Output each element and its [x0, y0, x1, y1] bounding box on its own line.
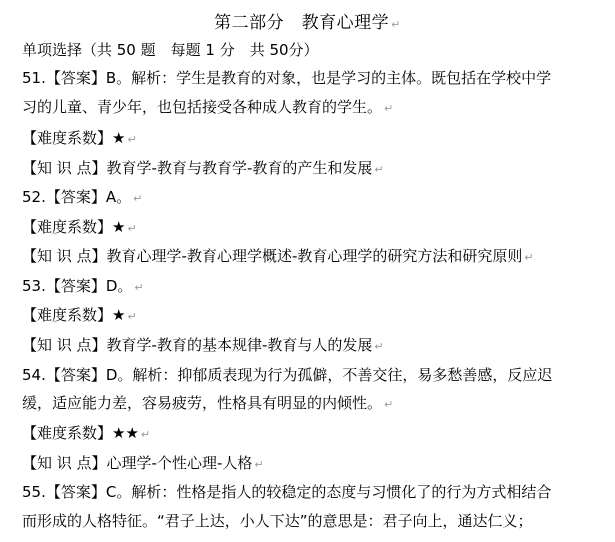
text-line-content: 【知 识 点】教育学-教育与教育学-教育的产生和发展 — [22, 159, 373, 177]
text-line — [22, 482, 551, 502]
paragraph-mark-icon: ↵ — [127, 133, 137, 146]
paragraph-mark-icon: ↵ — [391, 18, 401, 31]
knowledge-line — [22, 158, 384, 180]
text-line-content: 55.【答案】C。解析：性格是指人的较稳定的态度与习惯化了的行为方式相结合 — [22, 483, 552, 501]
text-line-content: 【难度系数】★ — [22, 218, 126, 236]
text-line-content: 52.【答案】A。 — [22, 188, 132, 206]
section-heading — [22, 40, 319, 60]
section-heading-text: 单项选择（共 50 题 每题 1 分 共 50分） — [22, 41, 319, 59]
text-line — [22, 511, 533, 531]
paragraph-mark-icon: ↵ — [127, 222, 137, 235]
text-line-content: 51.【答案】B。解析：学生是教育的对象，也是学习的主体。既包括在学校中学 — [22, 69, 552, 87]
page-title-text: 第二部分 教育心理学 — [214, 13, 390, 33]
text-line-content: 而形成的人格特征。“君子上达，小人下达”的意思是：君子向上，通达仁义； — [22, 512, 533, 530]
text-line — [22, 68, 551, 88]
text-line-content: 【知 识 点】教育学-教育的基本规律-教育与人的发展 — [22, 336, 373, 354]
answer-line — [22, 276, 144, 298]
text-line — [22, 393, 393, 415]
text-line-content: 【难度系数】★★ — [22, 424, 139, 442]
paragraph-mark-icon: ↵ — [384, 102, 394, 115]
paragraph-mark-icon: ↵ — [524, 251, 534, 264]
text-line-content: 54.【答案】D。解析：抑郁质表现为行为孤僻，不善交往，易多愁善感，反应迟 — [22, 366, 553, 384]
page-title — [0, 8, 615, 33]
difficulty-line — [22, 305, 137, 327]
paragraph-mark-icon: ↵ — [374, 340, 384, 353]
answer-line — [22, 187, 142, 209]
text-line-content: 【知 识 点】教育心理学-教育心理学概述-教育心理学的研究方法和研究原则 — [22, 247, 523, 265]
difficulty-line — [22, 128, 137, 150]
paragraph-mark-icon: ↵ — [254, 458, 264, 471]
text-line-content: 【难度系数】★ — [22, 129, 126, 147]
paragraph-mark-icon: ↵ — [384, 398, 394, 411]
text-line-content: 【知 识 点】心理学-个性心理-人格 — [22, 454, 253, 472]
paragraph-mark-icon: ↵ — [134, 281, 144, 294]
paragraph-mark-icon: ↵ — [374, 163, 384, 176]
text-line — [22, 365, 552, 385]
text-line-content: 53.【答案】D。 — [22, 277, 133, 295]
knowledge-line — [22, 453, 264, 475]
text-line-content: 【难度系数】★ — [22, 306, 126, 324]
paragraph-mark-icon: ↵ — [140, 428, 151, 441]
paragraph-mark-icon: ↵ — [133, 192, 143, 205]
difficulty-line — [22, 217, 137, 239]
knowledge-line — [22, 335, 384, 357]
text-line — [22, 97, 393, 119]
difficulty-line — [22, 423, 150, 445]
text-line-content: 缓，适应能力差，容易疲劳，性格具有明显的内倾性。 — [22, 394, 383, 412]
text-line-content: 习的儿童、青少年，也包括接受各种成人教育的学生。 — [22, 98, 383, 116]
paragraph-mark-icon: ↵ — [127, 310, 137, 323]
knowledge-line — [22, 246, 534, 268]
